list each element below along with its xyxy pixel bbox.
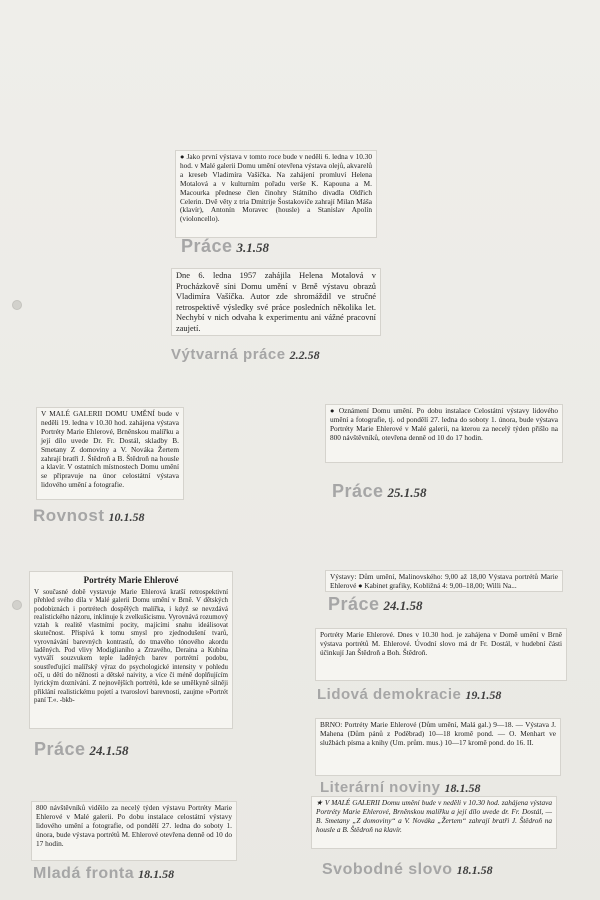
source-date: 18.1.58 — [138, 867, 175, 881]
clipping-portraits-review — [30, 572, 232, 728]
source-stamp — [33, 506, 145, 526]
source-date: 2.2.58 — [289, 348, 320, 362]
source-name: Rovnost — [33, 506, 105, 525]
clipping-text: ★ V MALÉ GALERII Domu umění bude v neděli v 10.30 hod. zahájena výstava Portréty Marie Ehlerové, Brněnskou malířku a její dílo uvede dr. Fr. Dostál, — B. Smetany „Z domoviny“ a V. Nováka „Žertem“ zahrají bratři J. Štědroň na housle a B. Štědroň na klavír. — [316, 798, 552, 834]
clipping-rovnost — [37, 408, 183, 499]
source-name: Lidová demokracie — [317, 686, 462, 703]
source-stamp — [181, 236, 269, 257]
source-date: 18.1.58 — [444, 781, 481, 795]
source-name: Literární noviny — [320, 779, 441, 796]
clipping-text: BRNO: Portréty Marie Ehlerové (Dům umění, Malá gal.) 9—18. — Výstava J. Mahena (Dům pánů z Poděbrad) 10—18 kromě pond. — O. Menhart ve službách písma a knihy (Um. prům. mus.) 10—17 kromě pond. do 16. II. — [320, 720, 556, 747]
clipping-text: Dne 6. ledna 1957 zahájila Helena Motalová v Procházkově síni Domu umění v Brně výstavu obrazů Vladimíra Vašíčka. Autor zde shromáždil ve stručné retrospektivě výsledky své práce posledních několika let. Nechybí v nich odvaha k experimentu ani vážné pracovní zaujetí. — [176, 271, 376, 333]
source-stamp — [317, 686, 501, 704]
source-name: Mladá fronta — [33, 865, 135, 882]
clipping-text: V současné době vystavuje Marie Ehlerová kratší retrospektivní přehled svého díla v Malé galerii Domu umění v Brně. V dětských podobiznách i portrétech dospělých malířka, i když se nevzdává realistického názoru, inklinuje k zvelkušicismu. Vyrovnává rozumový vztah k realitě vlastními pocity, majícími snahu ideálisovat skutečnost. Přispívá k tomu smysl pro zjednodušení tvarů, vyrovnávání barevných kontrastů, do tmavého tónového akordu laděných. Pod vlivy Modiglianiho a Zrzavého, Deraina a Kubína vytváří souzvukem teple laděných barev portrétní podobu, soustřeďující malířský výraz do psychologické intensity v pohledu očí, u dětí do něžnosti a dětské naivity, a více či méně doplňujícím lyrickým doznívání. Z nejnovějších portrétů, kde se umělkyně silněji přiklání realistickému pojetí a tvarosloví barevnosti, zaujme »Portrét paní T.«. -bkb- — [34, 589, 228, 704]
source-stamp — [332, 481, 427, 502]
clipping-text: 800 návštěvníků viděilo za necelý týden výstavu Portréty Marie Ehlerové v Malé galerii. Po dobu instalace celostátní výstavy lidového umění a fotografie, od pondělí 27. ledna do soboty 1. února, bude výstava portrétů M. Ehlerové otevřena denně od 10 do 17 hodin. — [36, 803, 232, 848]
punch-hole — [12, 300, 22, 310]
clipping-lidova-demokracie — [316, 629, 566, 680]
clipping-mlada-fronta — [32, 802, 236, 860]
clipping-title: Portréty Marie Ehlerové — [83, 575, 179, 585]
source-stamp — [320, 779, 481, 797]
source-date: 24.1.58 — [383, 598, 423, 613]
clipping-prace-jan25 — [326, 405, 562, 462]
clipping-vytvarna-prace — [172, 269, 380, 335]
clipping-svobodne-slovo — [312, 797, 556, 848]
source-stamp — [34, 739, 129, 760]
punch-hole — [12, 600, 22, 610]
source-name: Svobodné slovo — [322, 861, 453, 878]
source-date: 10.1.58 — [108, 510, 145, 524]
clipping-exhibitions-list — [326, 571, 562, 591]
source-stamp — [328, 594, 423, 615]
source-date: 25.1.58 — [387, 485, 427, 500]
source-name: Práce — [181, 236, 233, 256]
clipping-literarni-noviny — [316, 719, 560, 775]
source-date: 3.1.58 — [236, 240, 270, 255]
source-name: Práce — [34, 739, 86, 759]
source-name: Práce — [328, 594, 380, 614]
source-stamp — [33, 865, 174, 883]
source-stamp — [171, 346, 320, 364]
source-name: Výtvarná práce — [171, 346, 286, 363]
clipping-text: Výstavy: Dům umění, Malinovského: 9,00 až 18,00 Výstava portrétů Marie Ehlerové ● Kabinet grafiky, Kobližná 4: 9,00–18,00; Willi Na... — [330, 572, 558, 590]
source-date: 19.1.58 — [465, 688, 502, 702]
source-name: Práce — [332, 481, 384, 501]
clipping-text: Portréty Marie Ehlerové. Dnes v 10.30 hod. je zahájena v Domě umění v Brně výstava portrétů M. Ehlerové. Úvodní slovo má dr Fr. Dostál, v hudební části účinkují Jan Štědroň a Boh. Štědroň. — [320, 630, 562, 657]
clipping-text: V MALÉ GALERII DOMU UMĚNÍ bude v neděli 19. ledna v 10.30 hod. zahájena výstava Portréty Marie Ehlerové, Brněnskou malířku a její dílo uvede Dr. Fr. Dostál, skladby B. Smetany Z domoviny a V. Nováka Žertem zahrají bratři J. Štědroň a B. Štědroň na housle a klavír. V ostatních místnostech Domu umění se připravuje na únor celostátní výstava lidového umění a fotografie. — [41, 409, 179, 490]
clipping-text: ● Jako první výstava v tomto roce bude v neděli 6. ledna v 10.30 hod. v Malé galerii Domu umění otevřena výstava olejů, akvarelů a kreseb Vladimíra Vašíčka. Na zahájení promluví Helena Motalová a v kulturním pořadu verše K. Kapouna a M. Macourka přednese člen činohry Státního divadla Oldřich Celerin. Dvě věty z tria Dmitrije Šostakoviče zahrají Milan Máša (klavír), Antonín Moravec (housle) a Stanislav Apolín (violoncello). — [180, 152, 372, 224]
clipping-text: ● Oznámení Domu umění. Po dobu instalace Celostátní výstavy lidového umění a fotografie, tj. od pondělí 27. ledna do soboty 1. února, bude výstava Portréty Marie Ehlerové v Malé galerii, na kterou za necelý týden přišlo na 800 návštěvníků, otevřena denně od 10 do 17 hodin. — [330, 406, 558, 442]
clipping-prace-jan3 — [176, 151, 376, 237]
source-date: 18.1.58 — [456, 863, 493, 877]
source-stamp — [322, 861, 493, 879]
source-date: 24.1.58 — [89, 743, 129, 758]
